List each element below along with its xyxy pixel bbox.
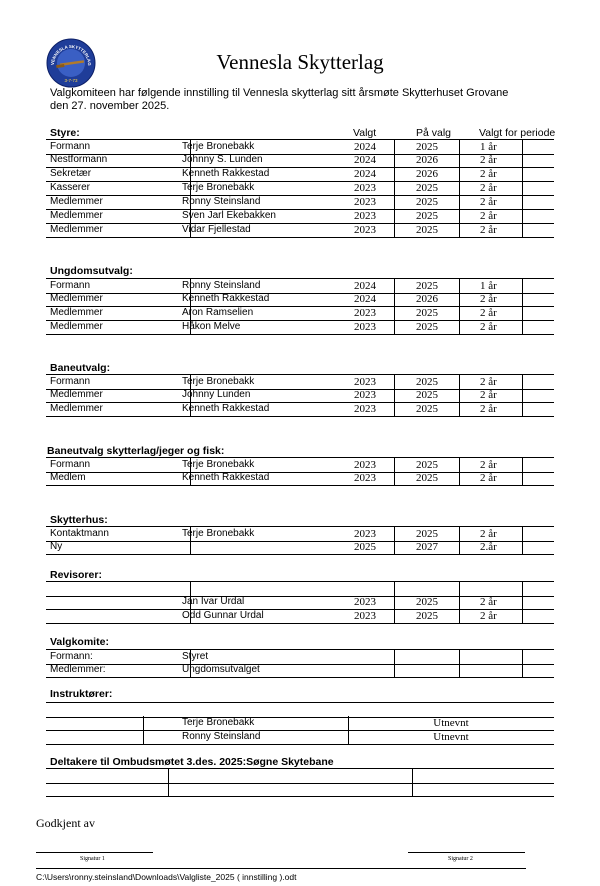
table-cell: Kontaktmann bbox=[50, 528, 109, 539]
column-divider bbox=[459, 609, 460, 623]
column-divider bbox=[522, 279, 523, 293]
table-cell: 2023 bbox=[354, 321, 376, 333]
column-divider bbox=[394, 609, 395, 623]
table-row bbox=[46, 716, 554, 731]
table-cell: 2 år bbox=[480, 210, 497, 222]
header-periode: Valgt for periode bbox=[479, 127, 556, 139]
table-row bbox=[46, 153, 554, 168]
column-divider bbox=[412, 769, 413, 783]
table-cell: 2025 bbox=[416, 224, 438, 236]
table-cell: 2024 bbox=[354, 293, 376, 305]
signature-line-2[interactable] bbox=[408, 852, 525, 853]
table-cell: 2023 bbox=[354, 472, 376, 484]
table-cell: Kenneth Rakkestad bbox=[182, 293, 270, 304]
table-row bbox=[46, 292, 554, 307]
table-cell: 1 år bbox=[480, 280, 497, 292]
section-title-instruktorer: Instruktører: bbox=[50, 688, 113, 700]
column-divider bbox=[459, 650, 460, 664]
table-cell: 2024 bbox=[354, 141, 376, 153]
table-cell: Sekretær bbox=[50, 168, 92, 179]
column-divider bbox=[394, 167, 395, 181]
table-row bbox=[46, 402, 554, 417]
table-cell: Kenneth Rakkestad bbox=[182, 403, 270, 414]
table-cell: 2023 bbox=[354, 610, 376, 622]
table-cell: 2 år bbox=[480, 168, 497, 180]
table-cell: 2 år bbox=[480, 376, 497, 388]
column-divider bbox=[394, 402, 395, 416]
column-divider bbox=[459, 223, 460, 237]
file-path: C:\Users\ronny.steinsland\Downloads\Valgliste_2025 ( innstilling ).odt bbox=[36, 872, 297, 882]
table-cell: 2023 bbox=[354, 389, 376, 401]
table-row bbox=[46, 195, 554, 210]
table-cell: 2025 bbox=[416, 596, 438, 608]
header-valgt: Valgt bbox=[353, 127, 377, 139]
table-cell: Johnny Lunden bbox=[182, 389, 251, 400]
column-divider bbox=[394, 195, 395, 209]
table-cell: Medlemmer bbox=[50, 196, 103, 207]
table-cell: 2023 bbox=[354, 182, 376, 194]
column-divider bbox=[522, 595, 523, 609]
table-cell: Medlemmer bbox=[50, 403, 103, 414]
table-cell: 2 år bbox=[480, 224, 497, 236]
table-cell: 2025 bbox=[354, 541, 376, 553]
table-cell: Medlemmer bbox=[50, 307, 103, 318]
table-cell: Vidar Fjellestad bbox=[182, 224, 251, 235]
table-cell: Terje Bronebakk bbox=[182, 459, 255, 470]
table-cell: 2023 bbox=[354, 196, 376, 208]
table-cell: Formann bbox=[50, 141, 91, 152]
column-divider bbox=[459, 402, 460, 416]
table-cell: Terje Bronebakk bbox=[182, 528, 255, 539]
table-cell: 2025 bbox=[416, 389, 438, 401]
column-divider bbox=[190, 540, 191, 554]
column-divider bbox=[459, 388, 460, 402]
table-cell: 2023 bbox=[354, 459, 376, 471]
column-divider bbox=[459, 320, 460, 334]
table-cell: Johnny S. Lunden bbox=[182, 154, 263, 165]
column-divider bbox=[522, 388, 523, 402]
table-cell: 2025 bbox=[416, 280, 438, 292]
table-cell: 2 år bbox=[480, 154, 497, 166]
column-divider bbox=[394, 181, 395, 195]
table-cell: Medlemmer bbox=[50, 293, 103, 304]
table-cell: 2 år bbox=[480, 596, 497, 608]
table-cell: Håkon Melve bbox=[182, 321, 241, 332]
column-divider bbox=[522, 167, 523, 181]
godkjent-label: Godkjent av bbox=[36, 816, 95, 830]
table-cell: 2026 bbox=[416, 293, 438, 305]
column-divider bbox=[394, 527, 395, 541]
table-cell: Utnevnt bbox=[433, 731, 469, 743]
table-row bbox=[46, 782, 554, 797]
table-cell: Terje Bronebakk bbox=[182, 717, 255, 728]
logo-year: 3-7-73 bbox=[64, 78, 78, 83]
table-cell: Kenneth Rakkestad bbox=[182, 168, 270, 179]
table-cell: Aron Ramselien bbox=[182, 307, 254, 318]
table-cell: Odd Gunnar Urdal bbox=[182, 610, 264, 621]
table-cell: Medlemmer bbox=[50, 389, 103, 400]
table-cell: 2.år bbox=[480, 541, 497, 553]
section-title-ungdom: Ungdomsutvalg: bbox=[50, 265, 133, 277]
section-title-deltakere: Deltakere til Ombudsmøtet 3.des. 2025:Søgne Skytebane bbox=[50, 756, 334, 768]
table-cell: Ronny Steinsland bbox=[182, 196, 261, 207]
table-cell: 2024 bbox=[354, 154, 376, 166]
section-title-styre: Styre: bbox=[50, 127, 80, 139]
table-cell: 2027 bbox=[416, 541, 438, 553]
column-divider bbox=[522, 527, 523, 541]
column-divider bbox=[459, 181, 460, 195]
section-title-valgkomite: Valgkomite: bbox=[50, 636, 109, 648]
table-cell: Styret bbox=[182, 651, 209, 662]
header-paa-valg: På valg bbox=[416, 127, 452, 139]
column-divider bbox=[522, 181, 523, 195]
table-cell: 2025 bbox=[416, 321, 438, 333]
column-divider bbox=[394, 209, 395, 223]
column-divider bbox=[394, 292, 395, 306]
table-cell: Terje Bronebakk bbox=[182, 141, 255, 152]
column-divider bbox=[394, 375, 395, 389]
table-cell: 2 år bbox=[480, 459, 497, 471]
table-row bbox=[46, 595, 554, 610]
column-divider bbox=[394, 388, 395, 402]
column-divider bbox=[394, 540, 395, 554]
table-row bbox=[46, 167, 554, 182]
column-divider bbox=[459, 153, 460, 167]
column-divider bbox=[522, 650, 523, 664]
table-row bbox=[46, 388, 554, 403]
table-cell: 2026 bbox=[416, 168, 438, 180]
column-divider bbox=[459, 195, 460, 209]
table-row bbox=[46, 320, 554, 335]
table-cell: 2 år bbox=[480, 389, 497, 401]
column-divider bbox=[459, 663, 460, 677]
table-cell: Jan Ivar Urdal bbox=[182, 596, 245, 607]
table-cell: 2025 bbox=[416, 528, 438, 540]
table-cell: 2 år bbox=[480, 307, 497, 319]
column-divider bbox=[394, 279, 395, 293]
column-divider bbox=[394, 650, 395, 664]
column-divider bbox=[394, 458, 395, 472]
table-row bbox=[46, 609, 554, 624]
table-cell: 2025 bbox=[416, 376, 438, 388]
table-cell: Formann bbox=[50, 376, 91, 387]
column-divider bbox=[522, 223, 523, 237]
column-divider bbox=[459, 540, 460, 554]
column-divider bbox=[394, 320, 395, 334]
column-divider bbox=[459, 209, 460, 223]
intro-text: Valgkomiteen har følgende innstilling til Vennesla skytterlag sitt årsmøte Skytterhuset Grovane den 27. november 2025. bbox=[50, 87, 509, 112]
column-divider bbox=[522, 663, 523, 677]
table-cell: 2023 bbox=[354, 210, 376, 222]
table-cell: 2025 bbox=[416, 141, 438, 153]
column-divider bbox=[522, 306, 523, 320]
table-cell: Sven Jarl Ekebakken bbox=[182, 210, 276, 221]
table-row bbox=[46, 306, 554, 321]
column-divider bbox=[143, 730, 144, 744]
table-row bbox=[46, 223, 554, 238]
column-divider bbox=[168, 769, 169, 783]
column-divider bbox=[522, 209, 523, 223]
table-cell: 2025 bbox=[416, 403, 438, 415]
table-cell: Medlem bbox=[50, 472, 86, 483]
column-divider bbox=[522, 540, 523, 554]
table-cell: 2 år bbox=[480, 182, 497, 194]
table-cell: 2026 bbox=[416, 154, 438, 166]
table-cell: Formann: bbox=[50, 651, 93, 662]
table-cell: 2025 bbox=[416, 210, 438, 222]
column-divider bbox=[459, 292, 460, 306]
column-divider bbox=[459, 471, 460, 485]
table-row bbox=[46, 540, 554, 555]
table-cell: Formann bbox=[50, 280, 91, 291]
table-row bbox=[46, 209, 554, 224]
column-divider bbox=[522, 458, 523, 472]
table-cell: Formann bbox=[50, 459, 91, 470]
column-divider bbox=[412, 782, 413, 796]
column-divider bbox=[394, 223, 395, 237]
column-divider bbox=[459, 582, 460, 596]
section-title-jeger: Baneutvalg skytterlag/jeger og fisk: bbox=[47, 445, 225, 457]
column-divider bbox=[459, 140, 460, 154]
signature-label-2: Signatur 2 bbox=[448, 856, 473, 862]
table-cell: Ronny Steinsland bbox=[182, 280, 261, 291]
table-row bbox=[46, 181, 554, 196]
table-cell: Medlemmer bbox=[50, 321, 103, 332]
table-cell: 2025 bbox=[416, 472, 438, 484]
column-divider bbox=[394, 595, 395, 609]
column-divider bbox=[522, 582, 523, 596]
table-cell: 2 år bbox=[480, 610, 497, 622]
table-cell: 2 år bbox=[480, 472, 497, 484]
column-divider bbox=[522, 375, 523, 389]
table-cell: 2023 bbox=[354, 596, 376, 608]
table-cell: Terje Bronebakk bbox=[182, 182, 255, 193]
column-divider bbox=[459, 167, 460, 181]
column-divider bbox=[394, 140, 395, 154]
page-title: Vennesla Skytterlag bbox=[216, 50, 384, 74]
table-cell: 2025 bbox=[416, 182, 438, 194]
table-cell: Kenneth Rakkestad bbox=[182, 472, 270, 483]
column-divider bbox=[459, 306, 460, 320]
section-title-skytterhus: Skytterhus: bbox=[50, 514, 108, 526]
column-divider bbox=[522, 292, 523, 306]
table-cell: 2 år bbox=[480, 321, 497, 333]
column-divider bbox=[522, 471, 523, 485]
column-divider bbox=[190, 582, 191, 596]
table-cell: Ny bbox=[50, 541, 63, 552]
table-cell: 2 år bbox=[480, 293, 497, 305]
column-divider bbox=[522, 195, 523, 209]
footer-rule bbox=[36, 868, 526, 869]
table-cell: 2025 bbox=[416, 610, 438, 622]
table-cell: Ungdomsutvalget bbox=[182, 664, 260, 675]
column-divider bbox=[459, 595, 460, 609]
table-cell: 2025 bbox=[416, 459, 438, 471]
table-cell: Kasserer bbox=[50, 182, 91, 193]
table-cell: Ronny Steinsland bbox=[182, 731, 261, 742]
table-cell: Utnevnt bbox=[433, 717, 469, 729]
table-cell: Medlemmer: bbox=[50, 664, 106, 675]
table-cell: Terje Bronebakk bbox=[182, 376, 255, 387]
table-cell: 2023 bbox=[354, 307, 376, 319]
table-cell: 2 år bbox=[480, 528, 497, 540]
column-divider bbox=[522, 609, 523, 623]
section-title-baneutvalg: Baneutvalg: bbox=[50, 362, 111, 374]
table-cell: 2023 bbox=[354, 403, 376, 415]
table-cell: 2025 bbox=[416, 307, 438, 319]
table-cell: 2 år bbox=[480, 403, 497, 415]
column-divider bbox=[522, 140, 523, 154]
column-divider bbox=[459, 458, 460, 472]
table-cell: Medlemmer bbox=[50, 224, 103, 235]
section-title-revisorer: Revisorer: bbox=[50, 569, 102, 581]
table-cell: 2025 bbox=[416, 196, 438, 208]
column-divider bbox=[459, 527, 460, 541]
column-divider bbox=[394, 663, 395, 677]
table-cell: 2023 bbox=[354, 224, 376, 236]
column-divider bbox=[143, 716, 144, 730]
column-divider bbox=[394, 582, 395, 596]
table-cell: 2023 bbox=[354, 376, 376, 388]
signature-label-1: Signatur 1 bbox=[80, 856, 105, 862]
table-row bbox=[46, 663, 554, 678]
column-divider bbox=[459, 375, 460, 389]
column-divider bbox=[522, 153, 523, 167]
logo-text: VENNESLA SKYTTERLAG bbox=[49, 43, 93, 66]
table-row bbox=[46, 730, 554, 745]
signature-line-1[interactable] bbox=[36, 852, 153, 853]
table-cell: 2 år bbox=[480, 196, 497, 208]
table-cell: 1 år bbox=[480, 141, 497, 153]
table-cell: Nestformann bbox=[50, 154, 108, 165]
table-cell: 2024 bbox=[354, 280, 376, 292]
column-divider bbox=[522, 402, 523, 416]
column-divider bbox=[394, 306, 395, 320]
column-divider bbox=[459, 279, 460, 293]
column-divider bbox=[394, 153, 395, 167]
column-divider bbox=[522, 320, 523, 334]
table-cell: Medlemmer bbox=[50, 210, 103, 221]
column-divider bbox=[168, 782, 169, 796]
table-cell: 2024 bbox=[354, 168, 376, 180]
column-divider bbox=[394, 471, 395, 485]
table-row bbox=[46, 471, 554, 486]
table-cell: 2023 bbox=[354, 528, 376, 540]
